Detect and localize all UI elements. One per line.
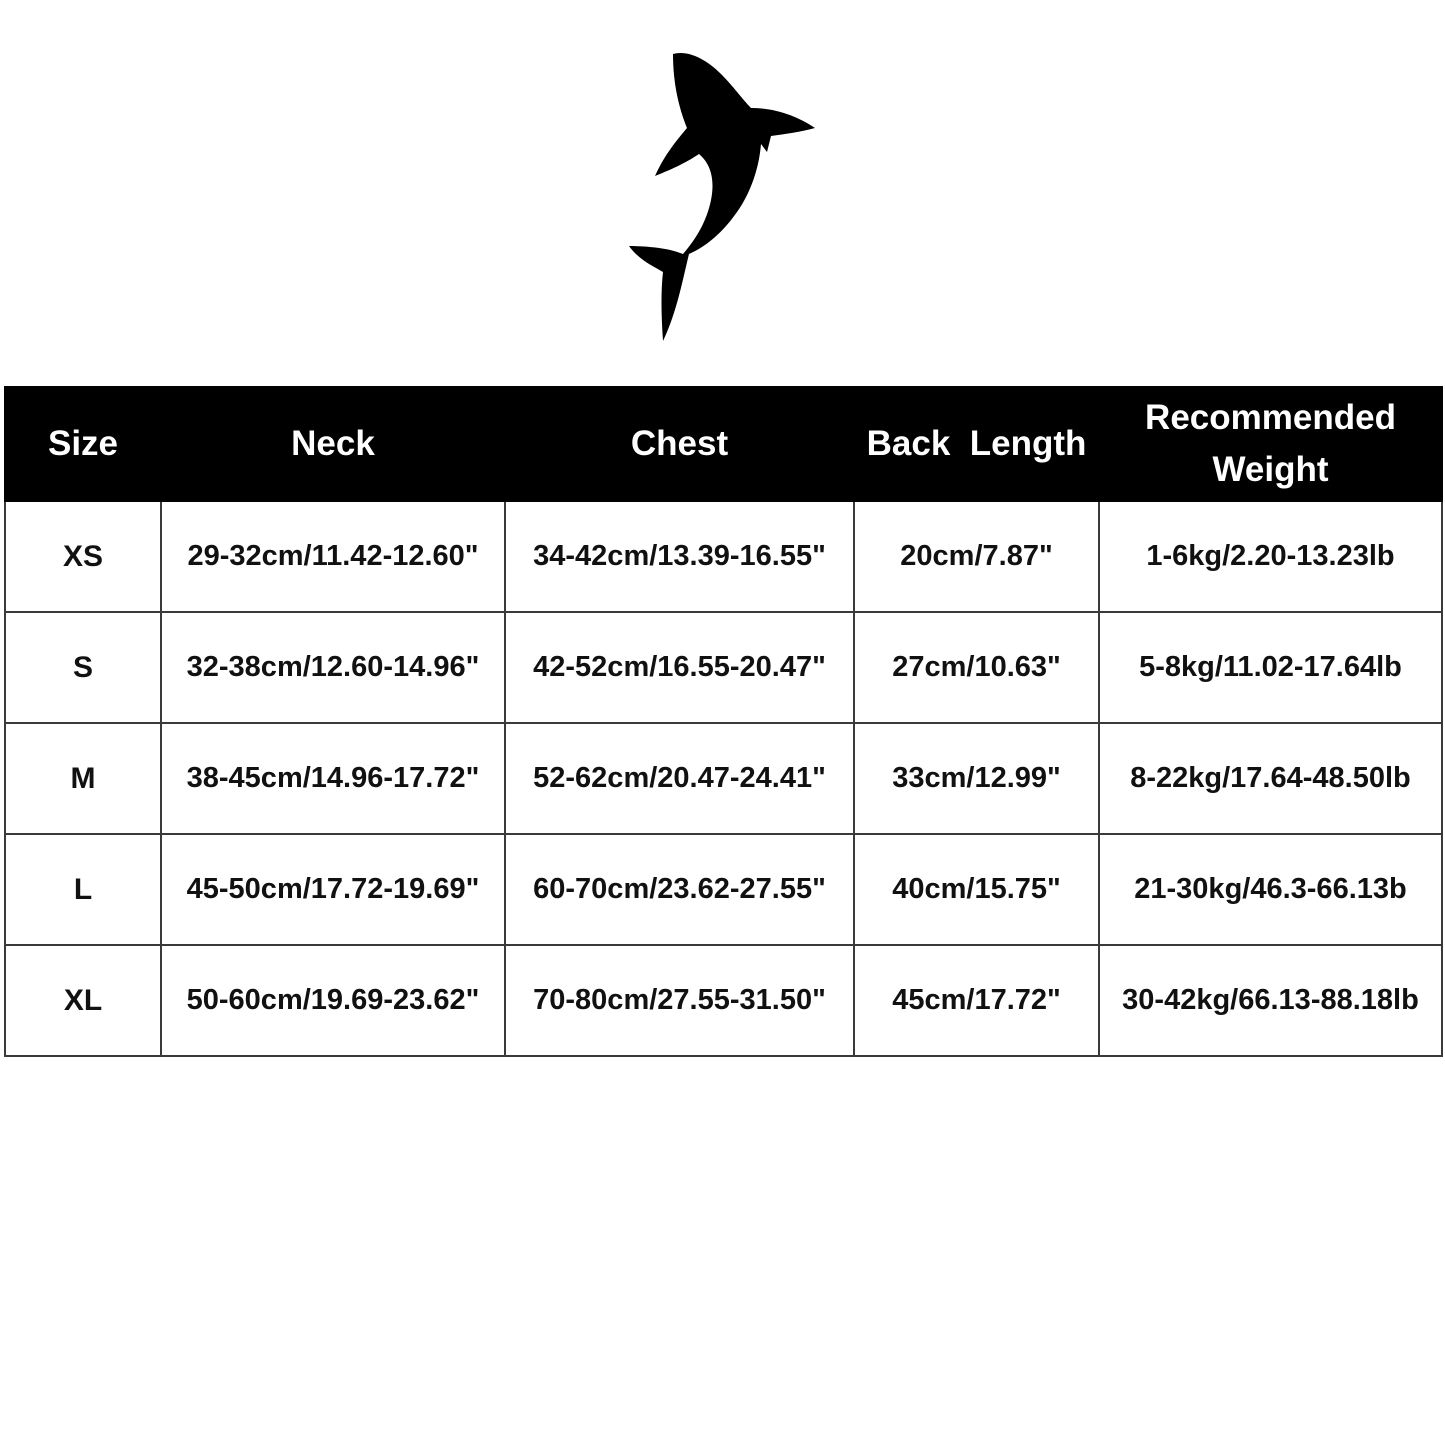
- header-neck: Neck: [161, 387, 505, 501]
- back-length-cell: 45cm/17.72": [854, 945, 1099, 1056]
- neck-cell: 29-32cm/11.42-12.60": [161, 501, 505, 612]
- size-cell: XL: [5, 945, 161, 1056]
- neck-cell: 50-60cm/19.69-23.62": [161, 945, 505, 1056]
- shark-icon: [625, 50, 820, 345]
- neck-cell: 32-38cm/12.60-14.96": [161, 612, 505, 723]
- back-length-cell: 20cm/7.87": [854, 501, 1099, 612]
- size-cell: S: [5, 612, 161, 723]
- back-length-cell: 27cm/10.63": [854, 612, 1099, 723]
- chest-cell: 52-62cm/20.47-24.41": [505, 723, 854, 834]
- header-back-length: Back Length: [854, 387, 1099, 501]
- table-body: [5, 501, 1442, 1056]
- weight-cell: 1-6kg/2.20-13.23lb: [1099, 501, 1442, 612]
- table-row: [5, 501, 1442, 612]
- weight-cell: 21-30kg/46.3-66.13b: [1099, 834, 1442, 945]
- header-row: [5, 387, 1442, 501]
- size-cell: M: [5, 723, 161, 834]
- neck-cell: 45-50cm/17.72-19.69": [161, 834, 505, 945]
- chest-cell: 60-70cm/23.62-27.55": [505, 834, 854, 945]
- table-header: [5, 387, 1442, 501]
- back-length-cell: 33cm/12.99": [854, 723, 1099, 834]
- back-length-cell: 40cm/15.75": [854, 834, 1099, 945]
- size-cell: XS: [5, 501, 161, 612]
- weight-cell: 5-8kg/11.02-17.64lb: [1099, 612, 1442, 723]
- neck-cell: 38-45cm/14.96-17.72": [161, 723, 505, 834]
- size-chart-table: [4, 386, 1443, 1057]
- size-cell: L: [5, 834, 161, 945]
- header-recommended-weight: Recommended Weight: [1099, 387, 1442, 501]
- chest-cell: 42-52cm/16.55-20.47": [505, 612, 854, 723]
- header-chest: Chest: [505, 387, 854, 501]
- chest-cell: 34-42cm/13.39-16.55": [505, 501, 854, 612]
- header-size: Size: [5, 387, 161, 501]
- table-row: [5, 834, 1442, 945]
- table-row: [5, 612, 1442, 723]
- weight-cell: 8-22kg/17.64-48.50lb: [1099, 723, 1442, 834]
- table-row: [5, 723, 1442, 834]
- table-row: [5, 945, 1442, 1056]
- chest-cell: 70-80cm/27.55-31.50": [505, 945, 854, 1056]
- weight-cell: 30-42kg/66.13-88.18lb: [1099, 945, 1442, 1056]
